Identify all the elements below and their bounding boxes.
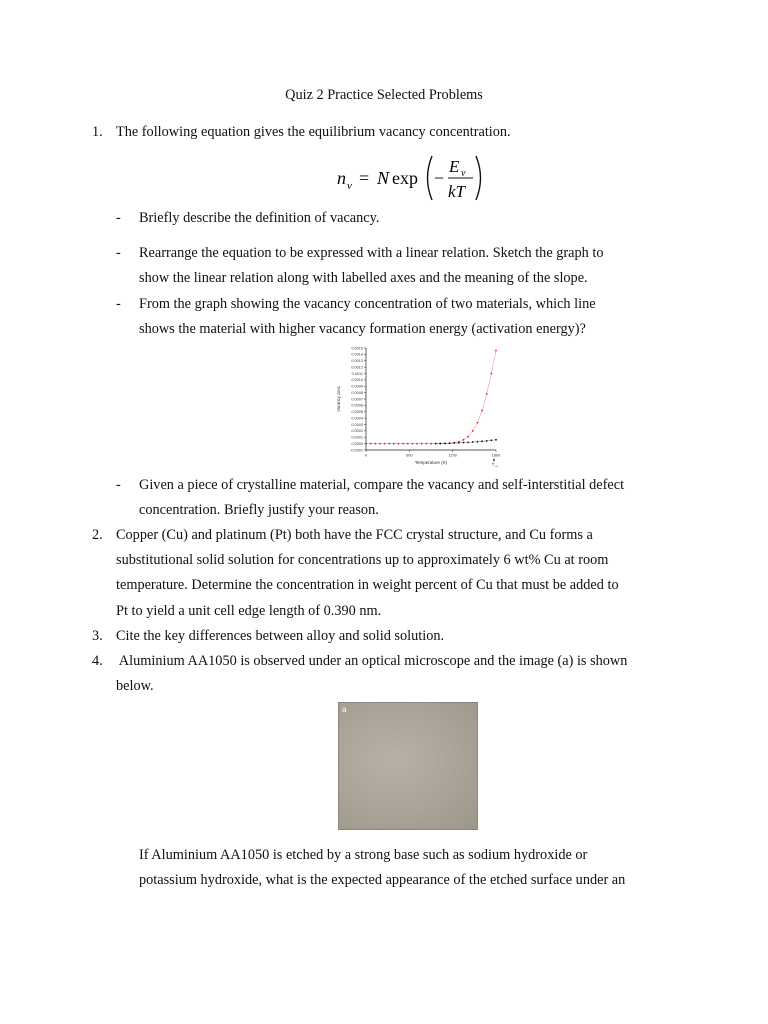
series-0-point: [416, 443, 418, 445]
series-1-point: [439, 443, 441, 445]
micrograph-image: [338, 702, 478, 830]
y-tick-label: 0.0004: [351, 416, 363, 421]
series-0-point: [402, 443, 404, 445]
series-0-point: [365, 443, 367, 445]
series-0-point: [388, 443, 390, 445]
series-0-point: [384, 443, 386, 445]
y-tick-label: 0.0013: [351, 359, 363, 364]
q3-number: 3.: [92, 628, 103, 644]
series-0-point: [463, 439, 465, 441]
eq-lhs: n: [337, 168, 346, 188]
q1-bullet-2-line-1: Rearrange the equation to be expressed with a linear relation. Sketch the graph to: [139, 245, 604, 261]
series-1-point: [463, 442, 465, 444]
series-1-point: [490, 439, 492, 441]
eq-num: E: [449, 157, 460, 176]
y-tick-label: 0.0006: [351, 403, 363, 408]
series-0-point: [370, 443, 372, 445]
equation-graphic: [337, 152, 487, 204]
series-0-point: [472, 430, 474, 432]
series-1-point: [486, 440, 488, 442]
y-tick-label: 0.0000: [351, 441, 363, 446]
q3-line-1: Cite the key differences between alloy and solid solution.: [116, 628, 445, 644]
y-tick-label: 0.0005: [351, 410, 363, 415]
q1-bullet-4-line-2: concentration. Briefly justify your reason.: [139, 502, 379, 518]
series-1-point: [435, 443, 437, 445]
x-tick-label: 0: [364, 453, 368, 458]
series-0-point: [486, 393, 488, 395]
eq-lhs-sub: v: [347, 180, 352, 192]
x-tick-label: 1800: [491, 453, 501, 458]
series-1-point: [453, 442, 455, 444]
bullet-dash: -: [116, 296, 121, 312]
q1-bullet-3-line-2: shows the material with higher vacancy formation energy (activation energy)?: [139, 321, 586, 337]
eq-den: kT: [448, 182, 465, 201]
bullet-dash: -: [116, 245, 121, 261]
series-0-point: [374, 443, 376, 445]
eq-num-sub: v: [461, 168, 466, 179]
y-tick-label: 0.0011: [351, 371, 363, 376]
x-extra-tick-mark: ▮: [493, 458, 495, 462]
q1-bullet-3-line-1: From the graph showing the vacancy concentration of two materials, which line: [139, 296, 596, 312]
series-0-point: [481, 410, 483, 412]
vacancy-equation: [337, 152, 487, 204]
series-0-point: [467, 436, 469, 438]
eq-left-paren: [428, 156, 433, 200]
series-1-point: [472, 441, 474, 443]
q2-line-4: Pt to yield a unit cell edge length of 0.390 nm.: [116, 603, 382, 619]
q1-bullet-1: Briefly describe the definition of vacancy.: [139, 210, 380, 226]
x-tick-label: 1200: [448, 453, 457, 458]
y-tick-label: 0.0015: [351, 346, 363, 351]
y-tick-label: 0.0002: [351, 429, 363, 434]
series-0-point: [379, 443, 381, 445]
q2-line-2: substitutional solid solution for concentrations up to approximately 6 wt% Cu at room: [116, 552, 609, 568]
eq-minus: −: [434, 168, 445, 188]
q4-paragraph-line-1: If Aluminium AA1050 is etched by a strong base such as sodium hydroxide or: [139, 847, 588, 863]
y-tick-label: 0.0008: [351, 390, 363, 395]
vacancy-concentration-chart: [336, 342, 504, 470]
y-tick-label: 0.0012: [351, 365, 363, 370]
q2-number: 2.: [92, 527, 103, 543]
page-title: Quiz 2 Practice Selected Problems: [285, 87, 483, 103]
q4-paragraph-line-2: potassium hydroxide, what is the expected appearance of the etched surface under an: [139, 872, 626, 888]
y-tick-label: 0.0007: [351, 397, 363, 402]
eq-exp: exp: [392, 168, 418, 188]
series-0-line: [366, 351, 496, 444]
q1-number: 1.: [92, 124, 103, 140]
series-0-point: [412, 443, 414, 445]
eq-N: N: [377, 168, 390, 188]
y-tick-label: 0.0001: [351, 435, 363, 440]
y-tick-label: 0.0010: [351, 378, 363, 383]
x-tick-label: 600: [406, 453, 413, 458]
series-0-point: [398, 443, 400, 445]
micrograph-label: a: [342, 705, 347, 714]
q2-line-1: Copper (Cu) and platinum (Pt) both have the FCC crystal structure, and Cu forms a: [116, 527, 593, 543]
q4-number: 4.: [92, 653, 103, 669]
y-axis-label: Vacancy conc: [336, 386, 341, 412]
y-tick-label: 0.0003: [351, 422, 363, 427]
series-1-point: [481, 440, 483, 442]
series-1-point: [458, 442, 460, 444]
series-0-point: [495, 350, 497, 352]
series-0-point: [393, 443, 395, 445]
series-0-point: [477, 422, 479, 424]
series-0-point: [490, 373, 492, 375]
series-0-point: [430, 443, 432, 445]
series-1-point: [477, 441, 479, 443]
q2-line-3: temperature. Determine the concentration in weight percent of Cu that must be added to: [116, 577, 619, 593]
q4-line-1: Aluminium AA1050 is observed under an optical microscope and the image (a) is shown: [116, 653, 628, 669]
eq-right-paren: [476, 156, 481, 200]
y-tick-label: 0.0014: [351, 352, 363, 357]
bullet-dash: -: [116, 210, 121, 226]
series-1-point: [467, 441, 469, 443]
series-0-point: [407, 443, 409, 445]
y-tick-label: -0.0001: [350, 448, 363, 453]
series-0-point: [421, 443, 423, 445]
series-1-point: [495, 439, 497, 441]
eq-equals: =: [359, 168, 370, 188]
x-extra-tick-label: T: [491, 462, 495, 467]
q4-line-2: below.: [116, 678, 154, 694]
x-extra-tick-sub: m: [495, 464, 498, 468]
q1-bullet-4-line-1: Given a piece of crystalline material, compare the vacancy and self-interstitial defect: [139, 477, 625, 493]
series-1-point: [444, 442, 446, 444]
q1-intro: The following equation gives the equilibrium vacancy concentration.: [116, 124, 511, 140]
y-tick-label: 0.0009: [351, 384, 363, 389]
series-0-point: [425, 443, 427, 445]
x-axis-label: Temperature (K): [414, 460, 448, 465]
q1-bullet-2-line-2: show the linear relation along with labelled axes and the meaning of the slope.: [139, 270, 588, 286]
bullet-dash: -: [116, 477, 121, 493]
series-1-point: [449, 442, 451, 444]
